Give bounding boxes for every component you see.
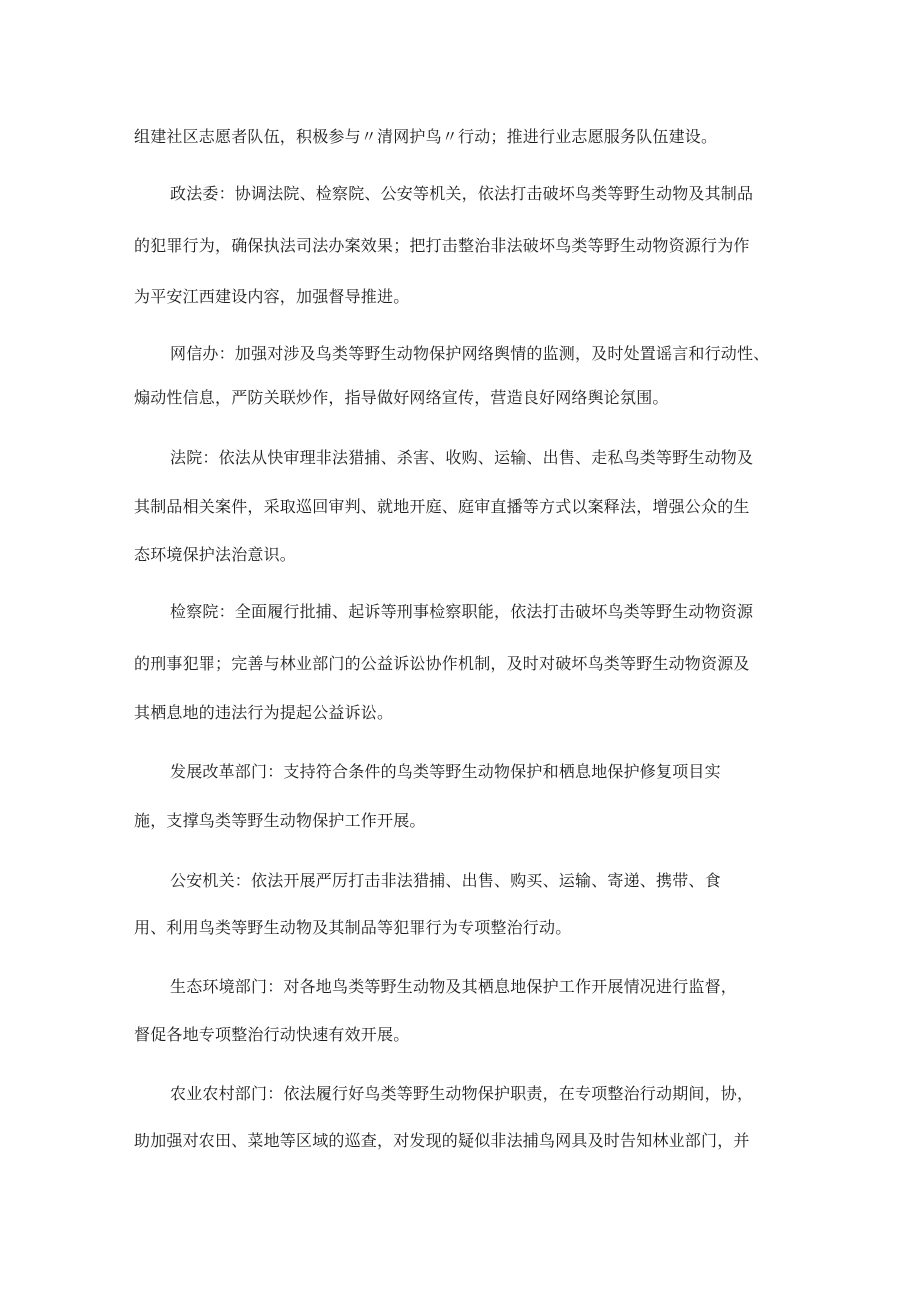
paragraph-first-line: 网信办：加强对涉及鸟类等野生动物保护网络舆情的监测，及时处置谣言和行动性、 (170, 344, 770, 363)
text-line: 用、利用鸟类等野生动物及其制品等犯罪行为专项整治行动。 (134, 918, 572, 937)
text-line: 的刑事犯罪；完善与林业部门的公益诉讼协作机制，及时对破坏鸟类等野生动物资源及 (134, 654, 750, 673)
paragraph-first-line: 检察院：全面履行批捕、起诉等刑事检察职能，依法打击破坏鸟类等野生动物资源 (170, 602, 754, 621)
paragraph-first-line: 法院：依法从快审理非法猎捕、杀害、收购、运输、出售、走私鸟类等野生动物及 (170, 448, 754, 467)
text-line: 其栖息地的违法行为提起公益诉讼。 (134, 703, 394, 722)
text-line: 助加强对农田、菜地等区域的巡查，对发现的疑似非法捕鸟网具及时告知林业部门，并 (134, 1131, 750, 1150)
paragraph-first-line: 发展改革部门：支持符合条件的鸟类等野生动物保护和栖息地保护修复项目实 (170, 762, 721, 781)
text-line: 为平安江西建设内容，加强督导推进。 (134, 287, 410, 306)
text-line: 态环境保护法治意识。 (134, 545, 297, 564)
text-line: 其制品相关案件，采取巡回审判、就地开庭、庭审直播等方式以案释法，增强公众的生 (134, 497, 750, 516)
text-line: 组建社区志愿者队伍，积极参与〃清网护鸟〃行动；推进行业志愿服务队伍建设。 (134, 127, 718, 146)
text-line: 煽动性信息，严防关联炒作，指导做好网络宣传，营造良好网络舆论氛围。 (134, 388, 669, 407)
paragraph-first-line: 生态环境部门：对各地鸟类等野生动物及其栖息地保护工作开展情况进行监督， (170, 977, 738, 996)
paragraph-first-line: 政法委：协调法院、检察院、公安等机关，依法打击破坏鸟类等野生动物及其制品 (170, 184, 754, 203)
text-line: 的犯罪行为，确保执法司法办案效果；把打击整治非法破坏鸟类等野生动物资源行为作 (134, 236, 750, 255)
text-line: 督促各地专项整治行动快速有效开展。 (134, 1025, 410, 1044)
paragraph-first-line: 公安机关：依法开展严厉打击非法猎捕、出售、购买、运输、寄递、携带、食 (170, 871, 721, 890)
paragraph-first-line: 农业农村部门：依法履行好鸟类等野生动物保护职责，在专项整治行动期间，协， (170, 1084, 754, 1103)
text-line: 施，支撑鸟类等野生动物保护工作开展。 (134, 811, 426, 830)
